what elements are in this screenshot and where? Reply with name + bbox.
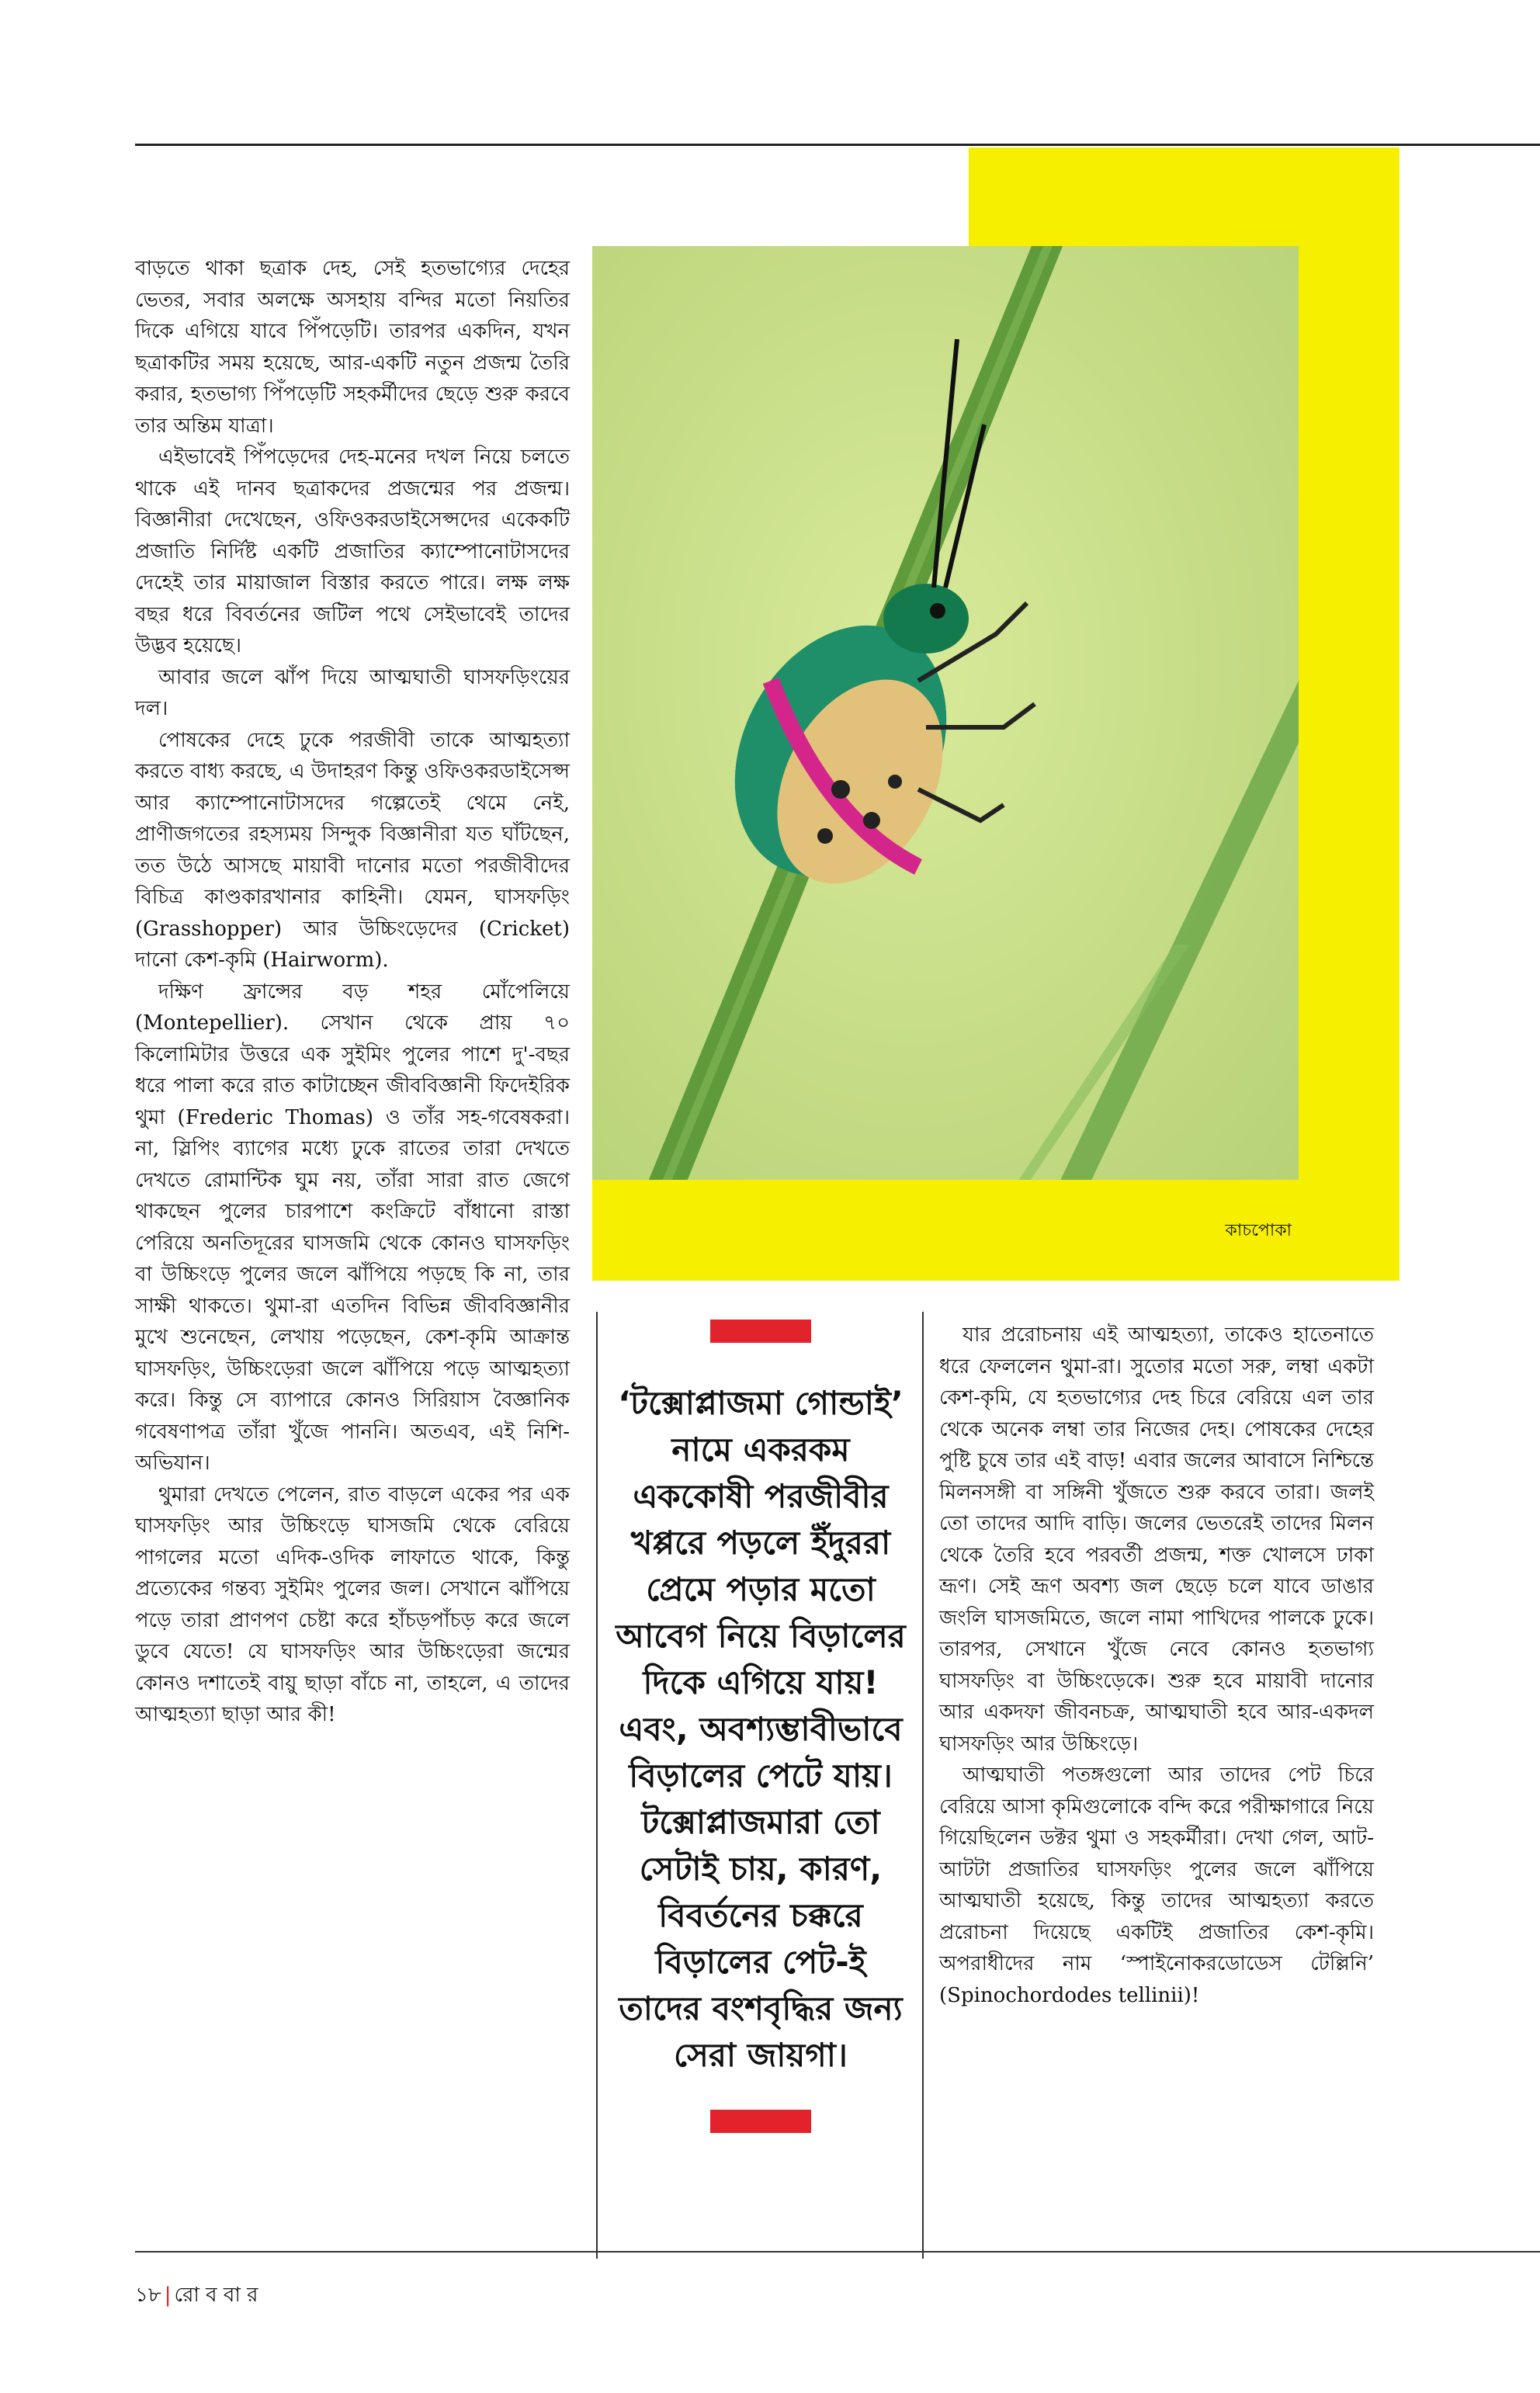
paragraph: আবার জলে ঝাঁপ দিয়ে আত্মঘাতী ঘাসফড়িংয়ের দল। bbox=[135, 665, 570, 720]
photo-caption: কাচপোকা bbox=[1225, 1221, 1292, 1240]
grass-blade-right bbox=[1058, 681, 1299, 1180]
paragraph: বাড়তে থাকা ছত্রাক দেহ, সেই হতভাগ্যের দেহের ভেতর, সবার অলক্ষে অসহায় বন্দির মতো নিয়তির দিকে এগিয়ে যাবে পিঁপড়েটি। তারপর একদিন, যখন ছত্রাকটির সময় হয়েছে, আর-একটি নতুন প্রজন্ম তৈরি করার, হতভাগ্য পিঁপড়েটি সহকর্মীদের ছেড়ে শুরু করবে তার অন্তিম যাত্রা। bbox=[135, 257, 570, 438]
beetle-head bbox=[883, 584, 969, 654]
beetle-photo bbox=[592, 246, 1299, 1180]
beetle-eye bbox=[930, 603, 945, 619]
page-number: ১৮ bbox=[135, 2284, 161, 2307]
beetle-spot bbox=[888, 775, 902, 789]
top-rule bbox=[135, 144, 1540, 146]
paragraph: এইভাবেই পিঁপড়েদের দেহ-মনের দখল নিয়ে চলতে থাকে এই দানব ছত্রাকদের প্রজন্মের পর প্রজন্ম। বিজ্ঞানীরা দেখেছেন, ওফিওকরডাইসেপ্সদের একেকটি প্রজাতি নির্দিষ্ট একটি প্রজাতির ক্যাম্পোনোটাসদের দেহেই তার মায়াজাল বিস্তার করতে পারে। লক্ষ লক্ষ বছর ধরে বিবর্তনের জটিল পথে সেইভাবেই তাদের উদ্ভব হয়েছে। bbox=[135, 446, 570, 657]
paragraph: যার প্ররোচনায় এই আত্মহত্যা, তাকেও হাতেনাতে ধরে ফেললেন থুমা-রা। সুতোর মতো সরু, লম্বা একটা কেশ-কৃমি, যে হতভাগ্যের দেহ চিরে বেরিয়ে এল তার থেকে অনেক লম্বা তার নিজের দেহ। পোষকের দেহের পুষ্টি চুষে তার এই বাড়! এবার জলের আবাসে নিশ্চিন্তে মিলনসঙ্গী বা সঙ্গিনী খুঁজতে শুরু করবে তারা। জলই তো তাদের আদি বাড়ি। জলের ভেতরেই তাদের মিলন থেকে তৈরি হবে পরবর্তী প্রজন্ম, শক্ত খোলসে ঢাকা ভ্রূণ। সেই ভ্রূণ অবশ্য জল ছেড়ে চলে যাবে ডাঙার জংলি ঘাসজমিতে, জলে নামা পাখিদের পালকে ঢুকে। তারপর, সেখানে খুঁজে নেবে কোনও হতভাগ্য ঘাসফড়িং বা উচ্চিংড়েকে। শুরু হবে মায়াবী দানোর আর একদফা জীবনচক্র, আত্মঘাতী হবে আর-একদল ঘাসফড়িং আর উচ্চিংড়ে। bbox=[939, 1323, 1374, 1756]
red-accent-bar bbox=[710, 1320, 811, 1343]
right-text-column bbox=[939, 1320, 1374, 2011]
beetle-spot bbox=[863, 812, 880, 829]
left-text-column bbox=[135, 253, 570, 1731]
magazine-name: রো ব বা র bbox=[174, 2284, 258, 2307]
beetle-on-grass-illustration bbox=[592, 246, 1299, 1180]
paragraph: দক্ষিণ ফ্রান্সের বড় শহর মোঁপেলিয়ে (Montepellier). সেখান থেকে প্রায় ৭০ কিলোমিটার উত্তরে এক সুইমিং পুলের পাশে দু'-বছর ধরে পালা করে রাত কাটাচ্ছেন জীববিজ্ঞানী ফিদেইরিক থুমা (Frederic Thomas) ও তাঁর সহ-গবেষকরা। না, স্লিপিং ব্যাগের মধ্যে ঢুকে রাতের তারা দেখতে দেখতে রোমান্টিক ঘুম নয়, তাঁরা সারা রাত জেগে থাকছেন পুলের চারপাশে কংক্রিটে বাঁধানো রাস্তা পেরিয়ে অনতিদূরের ঘাসজমি থেকে কোনও ঘাসফড়িং বা উচ্চিংড়ে পুলের জলে ঝাঁপিয়ে পড়ছে কি না, তার সাক্ষী থাকতে। থুমা-রা এতদিন বিভিন্ন জীববিজ্ঞানীর মুখে শুনেছেন, লেখায় পড়েছেন, কেশ-কৃমি আক্রান্ত ঘাসফড়িং, উচ্চিংড়েরা জলে ঝাঁপিয়ে পড়ে আত্মহত্যা করে। কিন্তু সে ব্যাপারে কোনও সিরিয়াস বৈজ্ঞানিক গবেষণাপত্র তাঁরা খুঁজে পাননি। অতএব, এই নিশি-অভিযান। bbox=[135, 980, 570, 1475]
column-divider bbox=[596, 1312, 598, 2259]
footer-separator: | bbox=[164, 2284, 172, 2307]
bottom-rule bbox=[135, 2251, 1540, 2253]
column-divider bbox=[922, 1312, 924, 2259]
paragraph: আত্মঘাতী পতঙ্গগুলো আর তাদের পেট চিরে বেরিয়ে আসা কৃমিগুলোকে বন্দি করে পরীক্ষাগারে নিয়ে গিয়েছিলেন ডক্টর থুমা ও সহকর্মীরা। দেখা গেল, আট-আটটা প্রজাতির ঘাসফড়িং পুলের জলে ঝাঁপিয়ে আত্মঘাতী হয়েছে, কিন্তু তাদের আত্মহত্যা করতে প্ররোচনা দিয়েছে একটিই প্রজাতির কেশ-কৃমি। অপরাধীদের নাম ‘স্পাইনোকরডোডেস টেল্লিনি’ (Spinochordodes tellinii)! bbox=[939, 1764, 1374, 2007]
beetle-spot bbox=[831, 780, 850, 799]
beetle-leg bbox=[918, 789, 1004, 820]
red-accent-bar bbox=[710, 2110, 811, 2133]
pull-quote-box bbox=[613, 1320, 908, 2133]
paragraph: পোষকের দেহে ঢুকে পরজীবী তাকে আত্মহত্যা করতে বাধ্য করছে, এ উদাহরণ কিন্তু ওফিওকরডাইসেপ্স আর ক্যাম্পোনোটাসদের গল্পেতেই থেমে নেই, প্রাণীজগতের রহস্যময় সিন্দুক বিজ্ঞানীরা যত ঘাঁটছেন, তত উঠে আসছে মায়াবী দানোর মতো পরজীবীদের বিচিত্র কাণ্ডকারখানার কাহিনী। যেমন, ঘাসফড়িং (Grasshopper) আর উচ্চিংড়েদের (Cricket) দানো কেশ-কৃমি (Hairworm). bbox=[135, 728, 570, 972]
page-footer bbox=[135, 2279, 258, 2313]
pull-quote: ‘টক্সোপ্লাজমা গোন্ডাই’ নামে একরকম এককোষী পরজীবীর খপ্পরে পড়লে ইঁদুররা প্রেমে পড়ার মতো আবেগ নিয়ে বিড়ালের দিকে এগিয়ে যায়! এবং, অবশ্যম্ভাবীভাবে বিড়ালের পেটে যায়। টক্সোপ্লাজমারা তো সেটাই চায়, কারণ, বিবর্তনের চক্করে বিড়ালের পেট-ই তাদের বংশবৃদ্ধির জন্য সেরা জায়গা। bbox=[616, 1384, 906, 2074]
paragraph: থুমারা দেখতে পেলেন, রাত বাড়লে একের পর এক ঘাসফড়িং আর উচ্চিংড়ে ঘাসজমি থেকে বেরিয়ে পাগলের মতো এদিক-ওদিক লাফাতে থাকে, কিন্তু প্রত্যেকের গন্তব্য সুইমিং পুলের জল। সেখানে ঝাঁপিয়ে পড়ে তারা প্রাণপণ চেষ্টা করে হাঁচড়পাঁচড় করে জলে ডুবে যেতে! যে ঘাসফড়িং আর উচ্চিংড়েরা জন্মের কোনও দশাতেই বায়ু ছাড়া বাঁচে না, তাহলে, এ তাদের আত্মহত্যা ছাড়া আর কী! bbox=[135, 1483, 570, 1726]
beetle-spot bbox=[817, 828, 833, 844]
